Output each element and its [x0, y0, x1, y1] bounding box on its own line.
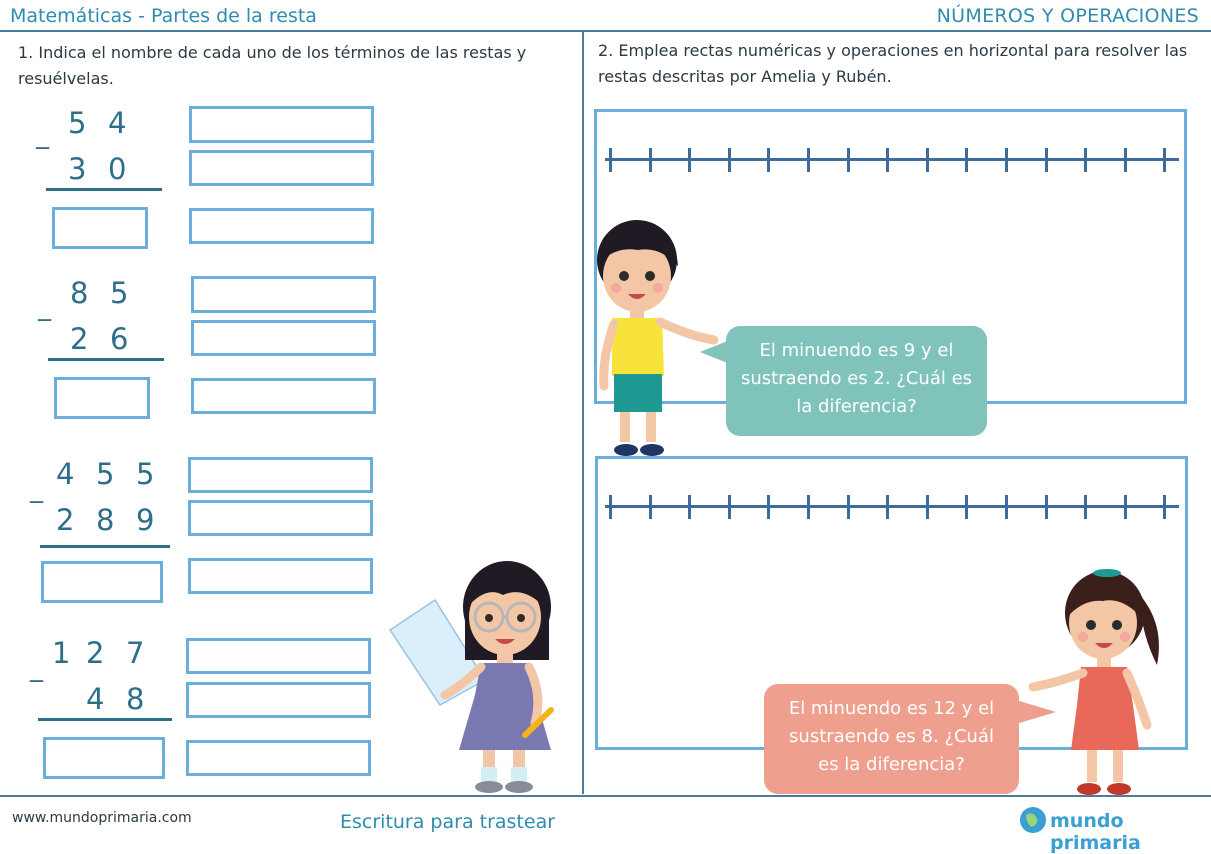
minuend-term-box[interactable]: [186, 638, 371, 674]
difference-answer-box[interactable]: [54, 377, 150, 419]
worksheet-title: Matemáticas - Partes de la resta: [10, 5, 317, 27]
subtrahend-term-box[interactable]: [186, 682, 371, 718]
tick-mark: [1045, 495, 1048, 519]
result-line: [46, 188, 162, 191]
result-line: [38, 718, 172, 721]
speech-bubble-girl: El minuendo es 12 y el sustraendo es 8. ¿Cuál es la diferencia?: [764, 684, 1019, 794]
tick-mark: [1124, 495, 1127, 519]
tick-mark: [688, 495, 691, 519]
tick-mark: [926, 495, 929, 519]
difference-answer-box[interactable]: [52, 207, 148, 249]
tick-mark: [807, 495, 810, 519]
difference-answer-box[interactable]: [41, 561, 163, 603]
difference-term-box[interactable]: [189, 208, 374, 244]
tick-mark: [649, 148, 652, 172]
result-line: [48, 358, 164, 361]
minus-sign: _: [30, 653, 43, 683]
tick-mark: [807, 148, 810, 172]
exercise-2-instruction: 2. Emplea rectas numéricas y operaciones en horizontal para resolver las restas descritas por Amelia y Rubén.: [598, 41, 1188, 86]
subtrahend-digit: 2: [70, 322, 89, 356]
exercise-1-instruction: 1. Indica el nombre de cada uno de los términos de las restas y resuélvelas.: [18, 43, 527, 88]
speech-bubble-tail: [1016, 700, 1056, 724]
tick-mark: [728, 495, 731, 519]
difference-term-box[interactable]: [188, 558, 373, 594]
minuend-digit: 1: [52, 636, 71, 670]
column-divider: [582, 32, 584, 794]
minuend-term-box[interactable]: [188, 457, 373, 493]
tick-mark: [965, 148, 968, 172]
tick-mark: [1084, 148, 1087, 172]
speech-bubble-boy: El minuendo es 9 y el sustraendo es 2. ¿Cuál es la diferencia?: [726, 326, 987, 436]
header-divider: [0, 30, 1211, 32]
tick-mark: [767, 148, 770, 172]
subtrahend-digit: 8: [96, 503, 115, 537]
minuend-digit: 8: [70, 276, 89, 310]
tick-mark: [926, 148, 929, 172]
minuend-term-box[interactable]: [191, 276, 376, 313]
difference-answer-box[interactable]: [43, 737, 165, 779]
footer-divider: [0, 795, 1211, 797]
subtrahend-digit: 9: [136, 503, 155, 537]
tick-mark: [1124, 148, 1127, 172]
tick-mark: [886, 148, 889, 172]
tick-mark: [1005, 148, 1008, 172]
minuend-digit: 5: [136, 457, 155, 491]
minus-sign: _: [38, 292, 51, 322]
tick-mark: [767, 495, 770, 519]
tick-mark: [1163, 495, 1166, 519]
minuend-digit: 5: [68, 106, 87, 140]
girl-with-glasses-illustration: [385, 555, 570, 795]
minuend-term-box[interactable]: [189, 106, 374, 143]
minuend-digit: 2: [86, 636, 105, 670]
subtrahend-digit: 2: [56, 503, 75, 537]
minus-sign: _: [30, 474, 43, 504]
subtrahend-digit: 8: [126, 682, 145, 716]
globe-icon: [1018, 805, 1048, 835]
subtrahend-term-box[interactable]: [191, 320, 376, 356]
subtrahend-digit: 3: [68, 152, 87, 186]
subtrahend-digit: 6: [110, 322, 129, 356]
tick-mark: [1045, 148, 1048, 172]
minuend-digit: 4: [108, 106, 127, 140]
subtrahend-digit: 0: [108, 152, 127, 186]
tick-mark: [649, 495, 652, 519]
difference-term-box[interactable]: [191, 378, 376, 414]
tick-mark: [847, 495, 850, 519]
tick-mark: [1084, 495, 1087, 519]
subtrahend-term-box[interactable]: [189, 150, 374, 186]
girl-illustration: [1025, 565, 1175, 800]
tick-mark: [886, 495, 889, 519]
footer-font-credit: Escritura para trastear: [340, 811, 556, 833]
minus-sign: _: [36, 120, 49, 150]
minuend-digit: 5: [96, 457, 115, 491]
minuend-digit: 5: [110, 276, 129, 310]
tick-mark: [1163, 148, 1166, 172]
tick-mark: [609, 148, 612, 172]
difference-term-box[interactable]: [186, 740, 371, 776]
brand-logo[interactable]: mundo primaria: [1050, 810, 1141, 854]
tick-mark: [688, 148, 691, 172]
tick-mark: [609, 495, 612, 519]
result-line: [40, 545, 170, 548]
footer-url[interactable]: www.mundoprimaria.com: [12, 810, 192, 826]
worksheet-category: NÚMEROS Y OPERACIONES: [936, 5, 1199, 27]
tick-mark: [965, 495, 968, 519]
tick-mark: [728, 148, 731, 172]
tick-mark: [1005, 495, 1008, 519]
tick-mark: [847, 148, 850, 172]
minuend-digit: 7: [126, 636, 145, 670]
minuend-digit: 4: [56, 457, 75, 491]
subtrahend-term-box[interactable]: [188, 500, 373, 536]
subtrahend-digit: 4: [86, 682, 105, 716]
